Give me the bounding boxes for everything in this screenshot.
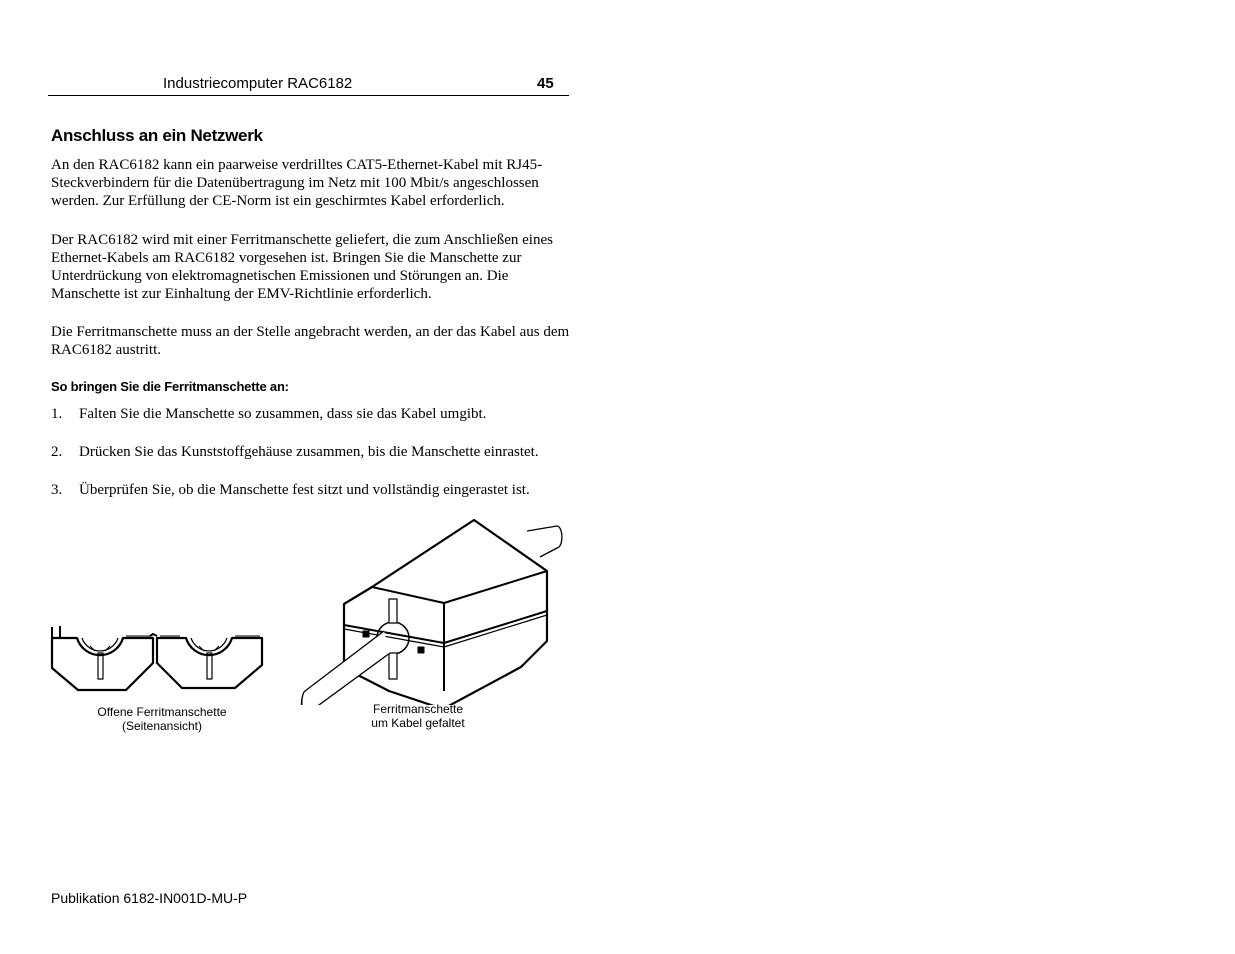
paragraph-ferrite-sleeve: Der RAC6182 wird mit einer Ferritmanschette geliefert, die zum Anschließen eines Ethernet-Kabels am RAC6182 vorgesehen ist. Bringen Sie die Manschette zur Unterdrückung von elektromagnetischen Emissionen und Störungen an. Die Manschette ist zur Einhaltung der EMV-Richtlinie erforderlich. — [51, 232, 553, 302]
ferrite-sleeve-illustration — [40, 515, 580, 705]
step-number: 2. — [51, 444, 63, 460]
step-number: 3. — [51, 482, 63, 498]
folded-sleeve — [344, 520, 547, 705]
page-number: 45 — [537, 75, 554, 92]
cable-back — [527, 526, 562, 557]
header-rule — [48, 95, 569, 96]
caption-line: Ferritmanschette — [372, 702, 464, 716]
caption-line: um Kabel gefaltet — [371, 716, 465, 730]
caption-line: Offene Ferritmanschette — [97, 705, 227, 719]
paragraph-cable: An den RAC6182 kann ein paarweise verdrilltes CAT5-Ethernet-Kabel mit RJ45-Steckverbindern für die Datenübertragung im Netz mit 100 Mbit/s angeschlossen werden. Zur Erfüllung der CE-Norm ist ein geschirmtes Kabel erforderlich. — [51, 157, 543, 209]
step-text: Falten Sie die Manschette so zusammen, dass sie das Kabel umgibt. — [79, 406, 487, 422]
caption-line: (Seitenansicht) — [121, 719, 203, 733]
paragraph-placement: Die Ferritmanschette muss an der Stelle angebracht werden, an der das Kabel aus dem RAC6182 austritt. — [51, 324, 570, 358]
step-text: Überprüfen Sie, ob die Manschette fest sitzt und vollständig eingerastet ist. — [79, 482, 530, 498]
open-sleeve-left-half — [52, 626, 153, 690]
header-title: Industriecomputer RAC6182 — [163, 75, 353, 92]
section-title: Anschluss an ein Netzwerk — [51, 126, 263, 145]
procedure-title: So bringen Sie die Ferritmanschette an: — [51, 379, 289, 394]
footer-publication: Publikation 6182-IN001D-MU-P — [51, 890, 248, 906]
step-number: 1. — [51, 406, 63, 422]
open-sleeve-right-half — [157, 636, 262, 688]
step-text: Drücken Sie das Kunststoffgehäuse zusammen, bis die Manschette einrastet. — [79, 444, 539, 460]
caption-folded-sleeve — [353, 702, 483, 730]
caption-open-sleeve — [82, 705, 242, 733]
